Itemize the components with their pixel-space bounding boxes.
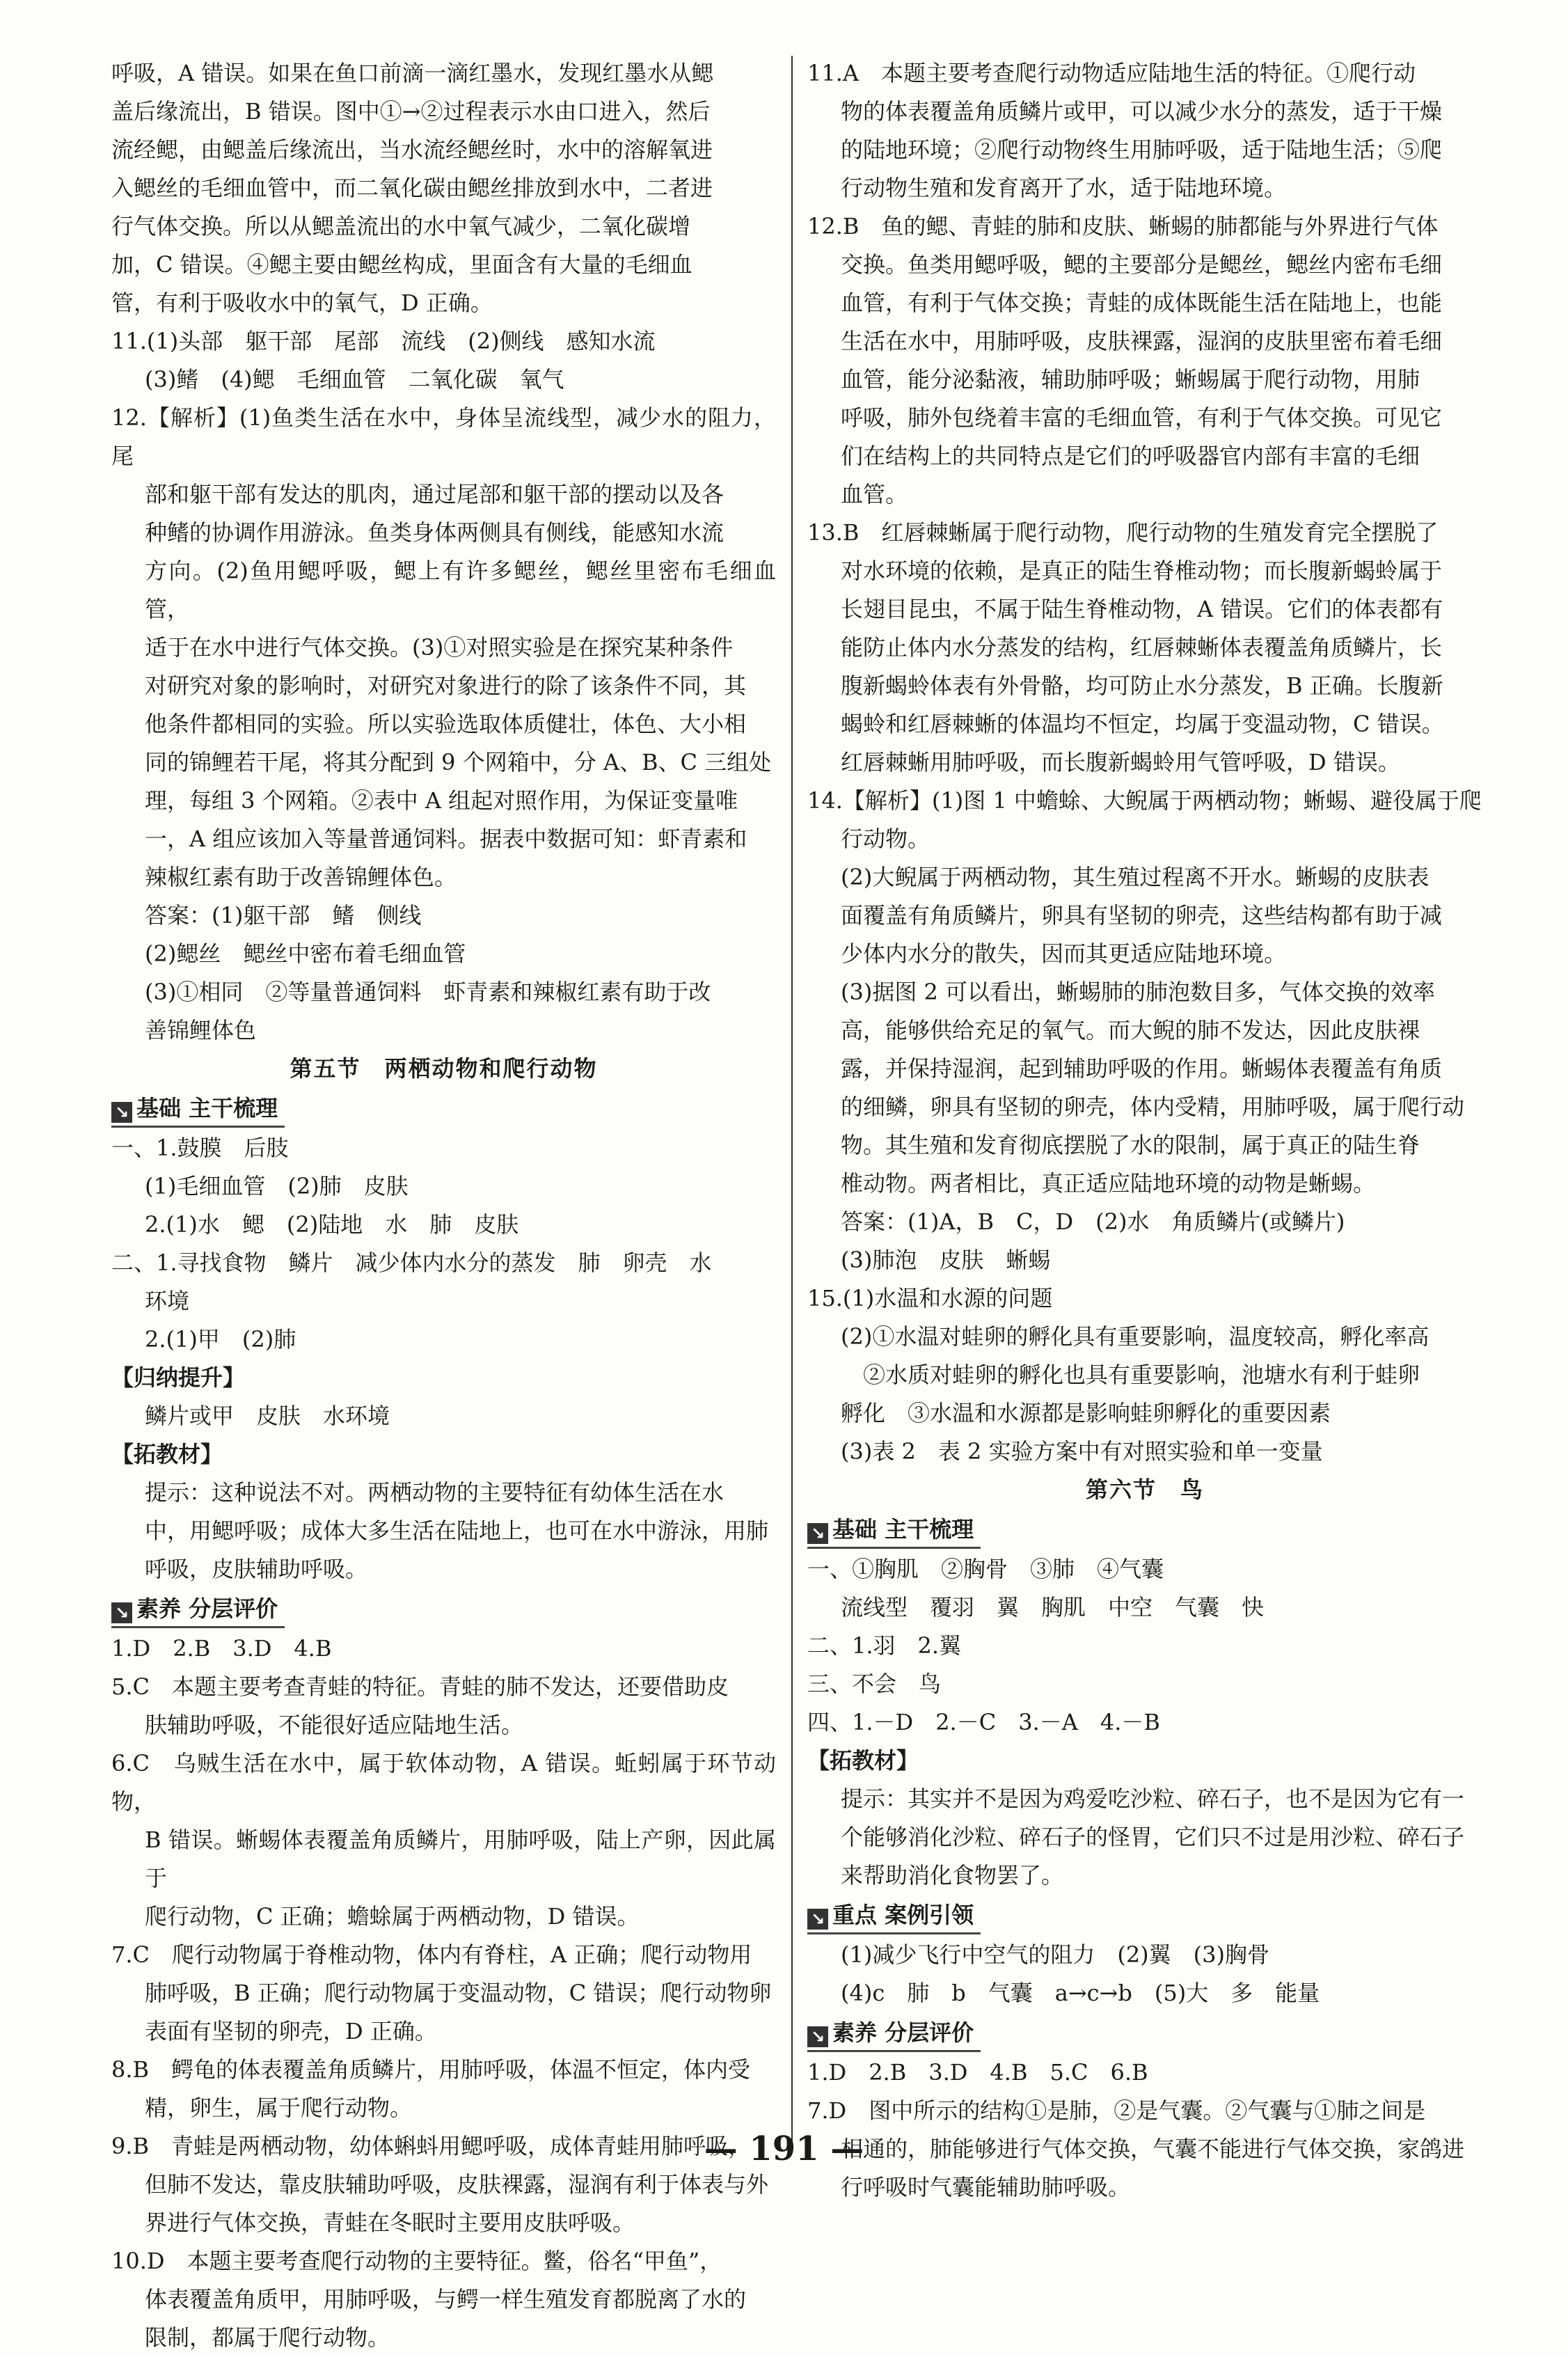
text-line: 1.D 2.B 3.D 4.B — [111, 1635, 332, 1662]
section-tag-label — [807, 2015, 981, 2052]
text-line: 提示：其实并不是因为鸡爱吃沙粒、碎石子，也不是因为它有一 — [841, 1786, 1465, 1812]
text-line: 行动物生殖和发育离开了水，适于陆地环境。 — [841, 175, 1287, 201]
text-line: 6.C 乌贼生活在水中，属于软体动物，A 错误。蚯蚓属于环节动物， — [111, 1750, 776, 1815]
tag-text: 素养 分层评价 — [136, 1595, 278, 1622]
subsection-label: 【拓教材】 — [807, 1747, 919, 1774]
text-line: 7.C 爬行动物属于脊椎动物，体内有脊柱，A 正确；爬行动物用 — [111, 1941, 752, 1968]
text-line: (1)毛细血管 (2)肺 皮肤 — [145, 1173, 409, 1199]
left-column — [111, 54, 776, 2357]
text-line: 5.C 本题主要考查青蛙的特征。青蛙的肺不发达，还要借助皮 — [111, 1673, 729, 1700]
column-divider — [791, 56, 793, 2144]
text-line: 流经鳃，由鳃盖后缘流出，当水流经鳃丝时，水中的溶解氧进 — [111, 136, 713, 163]
text-line: 方向。(2)鱼用鳃呼吸，鳃上有许多鳃丝，鳃丝里密布毛细血管， — [145, 558, 776, 622]
text-line: 个能够消化沙粒、碎石子的怪胃，它们只不过是用沙粒、碎石子 — [841, 1824, 1465, 1850]
text-line: (3)鳍 (4)鳃 毛细血管 二氧化碳 氧气 — [145, 366, 564, 393]
text-line: 物的体表覆盖角质鳞片或甲，可以减少水分的蒸发，适于干燥 — [841, 98, 1443, 125]
text-line: 答案：(1)A，B C，D (2)水 角质鳞片(或鳞片) — [841, 1208, 1345, 1235]
text-line: 长翅目昆虫，不属于陆生脊椎动物，A 错误。它们的体表都有 — [841, 596, 1443, 622]
page-number: — 191 — — [704, 2129, 864, 2168]
text-line: (2)大鲵属于两栖动物，其生殖过程离不开水。蜥蜴的皮肤表 — [841, 864, 1430, 890]
text-line: 他条件都相同的实验。所以实验选取体质健壮，体色、大小相 — [145, 711, 747, 737]
text-line: 一、①胸肌 ②胸骨 ③肺 ④气囊 — [807, 1556, 1164, 1582]
text-line: 10.D 本题主要考查爬行动物的主要特征。鳖，俗名“甲鱼”， — [111, 2248, 722, 2274]
text-line: 来帮助消化食物罢了。 — [841, 1862, 1064, 1889]
text-line: 提示：这种说法不对。两栖动物的主要特征有幼体生活在水 — [145, 1479, 724, 1506]
text-line: 肤辅助呼吸，不能很好适应陆地生活。 — [145, 1712, 524, 1738]
arrow-icon: ↘ — [111, 1102, 132, 1123]
text-line: 高，能够供给充足的氧气。而大鲵的肺不发达，因此皮肤裸 — [841, 1017, 1420, 1043]
text-line: 鳞片或甲 皮肤 水环境 — [145, 1403, 390, 1429]
text-line: 盖后缘流出，B 错误。图中①→②过程表示水由口进入，然后 — [111, 98, 711, 125]
text-line: 种鳍的协调作用游泳。鱼类身体两侧具有侧线，能感知水流 — [145, 519, 724, 546]
text-line: 行气体交换。所以从鳃盖流出的水中氧气减少，二氧化碳增 — [111, 213, 691, 239]
text-line: (4)c 肺 b 气囊 a→c→b (5)大 多 能量 — [841, 1980, 1320, 2006]
section-title: 第五节 两栖动物和爬行动物 — [290, 1055, 598, 1082]
text-line: 三、不会 鸟 — [807, 1671, 942, 1697]
arrow-icon: ↘ — [807, 2026, 828, 2047]
section-tag-label — [807, 1512, 981, 1549]
text-line: 物。其生殖和发育彻底摆脱了水的限制，属于真正的陆生脊 — [841, 1132, 1420, 1158]
arrow-icon: ↘ — [111, 1602, 132, 1623]
text-line: 的陆地环境；②爬行动物终生用肺呼吸，适于陆地生活；⑤爬 — [841, 136, 1443, 163]
text-line: 能防止体内水分蒸发的结构，红唇棘蜥体表覆盖角质鳞片，长 — [841, 634, 1443, 661]
arrow-icon: ↘ — [807, 1523, 828, 1544]
text-line: 们在结构上的共同特点是它们的呼吸器官内部有丰富的毛细 — [841, 443, 1420, 469]
text-line: 血管，能分泌黏液，辅助肺呼吸；蜥蜴属于爬行动物，用肺 — [841, 366, 1420, 393]
text-line: 行呼吸时气囊能辅助肺呼吸。 — [841, 2174, 1131, 2200]
text-line: 1.D 2.B 3.D 4.B 5.C 6.B — [807, 2059, 1148, 2086]
text-line: ②水质对蛙卵的孵化也具有重要影响，池塘水有利于蛙卵 — [841, 1362, 1420, 1388]
right-column — [807, 54, 1482, 2207]
text-line: 同的锦鲤若干尾，将其分配到 9 个网箱中，分 A、B、C 三组处 — [145, 749, 772, 775]
text-line: 二、1.羽 2.翼 — [807, 1632, 962, 1659]
subsection-label: 【归纳提升】 — [111, 1364, 246, 1391]
text-line: 椎动物。两者相比，真正适应陆地环境的动物是蜥蜴。 — [841, 1170, 1376, 1197]
text-line: 对研究对象的影响时，对研究对象进行的除了该条件不同，其 — [145, 672, 747, 699]
text-line: 生活在水中，用肺呼吸，皮肤裸露，湿润的皮肤里密布着毛细 — [841, 328, 1443, 354]
text-line: 部和躯干部有发达的肌肉，通过尾部和躯干部的摆动以及各 — [145, 481, 724, 507]
text-line: 但肺不发达，靠皮肤辅助呼吸，皮肤裸露，湿润有利于体表与外 — [145, 2171, 769, 2198]
text-line: 7.D 图中所示的结构①是肺，②是气囊。②气囊与①肺之间是 — [807, 2097, 1426, 2124]
text-line: 2.(1)甲 (2)肺 — [145, 1326, 296, 1353]
text-line: 少体内水分的散失，因而其更适应陆地环境。 — [841, 940, 1287, 967]
section-tag — [111, 1088, 776, 1129]
text-line: 12.【解析】(1)鱼类生活在水中，身体呈流线型，减少水的阻力，尾 — [111, 404, 776, 469]
text-line: 加，C 错误。④鳃主要由鳃丝构成，里面含有大量的毛细血 — [111, 251, 692, 278]
text-line: 红唇棘蜥用肺呼吸，而长腹新蝎蛉用气管呼吸，D 错误。 — [841, 749, 1400, 775]
text-line: 9.B 青蛙是两栖动物，幼体蝌蚪用鳃呼吸，成体青蛙用肺呼吸， — [111, 2133, 751, 2159]
arrow-icon: ↘ — [807, 1909, 828, 1930]
section-title: 第六节 鸟 — [1085, 1476, 1204, 1503]
text-line: 呼吸，肺外包绕着丰富的毛细血管，有利于气体交换。可见它 — [841, 404, 1443, 431]
tag-text: 基础 主干梳理 — [832, 1516, 974, 1543]
text-line: (2)鳃丝 鳃丝中密布着毛细血管 — [145, 940, 466, 967]
text-line: 露，并保持湿润，起到辅助呼吸的作用。蜥蜴体表覆盖有角质 — [841, 1055, 1443, 1082]
text-line: 呼吸，A 错误。如果在鱼口前滴一滴红墨水，发现红墨水从鳃 — [111, 60, 714, 86]
text-line: 15.(1)水温和水源的问题 — [807, 1285, 1053, 1311]
text-line: 相通的，肺能够进行气体交换，气囊不能进行气体交换，家鸽进 — [841, 2136, 1465, 2162]
text-line: 8.B 鳄龟的体表覆盖角质鳞片，用肺呼吸，体温不恒定，体内受 — [111, 2056, 751, 2083]
text-line: 孵化 ③水温和水源都是影响蛙卵孵化的重要因素 — [841, 1400, 1331, 1426]
text-line: 腹新蝎蛉体表有外骨骼，均可防止水分蒸发，B 正确。长腹新 — [841, 672, 1443, 699]
tag-text: 素养 分层评价 — [832, 2019, 974, 2046]
text-line: 适于在水中进行气体交换。(3)①对照实验是在探究某种条件 — [145, 634, 734, 661]
text-line: 14.【解析】(1)图 1 中蟾蜍、大鲵属于两栖动物；蜥蜴、避役属于爬 — [807, 787, 1482, 814]
text-line: 一、1.鼓膜 后肢 — [111, 1135, 289, 1161]
text-line: 入鳃丝的毛细血管中，而二氧化碳由鳃丝排放到水中，二者进 — [111, 175, 713, 201]
text-line: 辣椒红素有助于改善锦鲤体色。 — [145, 864, 457, 890]
text-line: 肺呼吸，B 正确；爬行动物属于变温动物，C 错误；爬行动物卵 — [145, 1980, 772, 2006]
text-line: 13.B 红唇棘蜥属于爬行动物，爬行动物的生殖发育完全摆脱了 — [807, 519, 1439, 546]
text-line: (3)肺泡 皮肤 蜥蜴 — [841, 1247, 1051, 1273]
text-line: 对水环境的依赖，是真正的陆生脊椎动物；而长腹新蝎蛉属于 — [841, 558, 1443, 584]
text-line: 12.B 鱼的鳃、青蛙的肺和皮肤、蜥蜴的肺都能与外界进行气体 — [807, 213, 1439, 239]
tag-text: 重点 案例引领 — [832, 1902, 974, 1928]
text-line: 面覆盖有角质鳞片，卵具有坚韧的卵壳，这些结构都有助于减 — [841, 902, 1443, 929]
text-line: 的细鳞，卵具有坚韧的卵壳，体内受精，用肺呼吸，属于爬行动 — [841, 1094, 1465, 1120]
section-tag-label — [111, 1091, 285, 1128]
text-line: 爬行动物，C 正确；蟾蜍属于两栖动物，D 错误。 — [145, 1903, 640, 1930]
text-line: 行动物。 — [841, 826, 930, 852]
section-tag-label — [111, 1591, 285, 1628]
text-line: 答案：(1)躯干部 鳍 侧线 — [145, 902, 422, 929]
text-line: (1)减少飞行中空气的阻力 (2)翼 (3)胸骨 — [841, 1941, 1269, 1968]
tag-text: 基础 主干梳理 — [136, 1095, 278, 1121]
section-tag — [807, 2012, 1482, 2053]
text-line: 界进行气体交换，青蛙在冬眠时主要用皮肤呼吸。 — [145, 2209, 635, 2236]
text-line: 流线型 覆羽 翼 胸肌 中空 气囊 快 — [841, 1594, 1265, 1621]
text-line: 环境 — [145, 1288, 190, 1314]
text-line: 体表覆盖角质甲，用肺呼吸，与鳄一样生殖发育都脱离了水的 — [145, 2286, 747, 2312]
text-line: 中，用鳃呼吸；成体大多生活在陆地上，也可在水中游泳，用肺 — [145, 1518, 769, 1544]
section-tag — [111, 1589, 776, 1630]
text-line: 11.(1)头部 躯干部 尾部 流线 (2)侧线 感知水流 — [111, 328, 656, 354]
text-line: (3)据图 2 可以看出，蜥蜴肺的肺泡数目多，气体交换的效率 — [841, 979, 1436, 1005]
section-tag — [807, 1509, 1482, 1550]
text-line: 四、1.－D 2.－C 3.－A 4.－B — [807, 1709, 1160, 1735]
text-line: 表面有坚韧的卵壳，D 正确。 — [145, 2018, 437, 2044]
text-line: 精，卵生，属于爬行动物。 — [145, 2095, 413, 2121]
text-line: 血管，有利于气体交换；青蛙的成体既能生活在陆地上，也能 — [841, 290, 1443, 316]
section-tag-label — [807, 1898, 981, 1934]
text-line: 2.(1)水 鳃 (2)陆地 水 肺 皮肤 — [145, 1211, 519, 1238]
text-line: (3)①相同 ②等量普通饲料 虾青素和辣椒红素有助于改 — [145, 979, 711, 1005]
subsection-label: 【拓教材】 — [111, 1441, 223, 1467]
text-line: 管，有利于吸收水中的氧气，D 正确。 — [111, 290, 493, 316]
text-line: 善锦鲤体色 — [145, 1017, 257, 1043]
text-line: 二、1.寻找食物 鳞片 减少体内水分的蒸发 肺 卵壳 水 — [111, 1250, 712, 1276]
text-line: 理，每组 3 个网箱。②表中 A 组起对照作用，为保证变量唯 — [145, 787, 738, 814]
text-line: (2)①水温对蛙卵的孵化具有重要影响，温度较高，孵化率高 — [841, 1323, 1430, 1350]
text-line: 呼吸，皮肤辅助呼吸。 — [145, 1556, 368, 1582]
text-line: 11.A 本题主要考查爬行动物适应陆地生活的特征。①爬行动 — [807, 60, 1416, 86]
text-line: 交换。鱼类用鳃呼吸，鳃的主要部分是鳃丝，鳃丝内密布毛细 — [841, 251, 1443, 278]
text-line: 蝎蛉和红唇棘蜥的体温均不恒定，均属于变温动物，C 错误。 — [841, 711, 1444, 737]
text-line: (3)表 2 表 2 实验方案中有对照实验和单一变量 — [841, 1438, 1323, 1465]
text-line: 血管。 — [841, 481, 908, 507]
text-line: 一，A 组应该加入等量普通饲料。据表中数据可知：虾青素和 — [145, 826, 747, 852]
text-line: 限制，都属于爬行动物。 — [145, 2324, 390, 2351]
text-line: B 错误。蜥蜴体表覆盖角质鳞片，用肺呼吸，陆上产卵，因此属于 — [145, 1827, 776, 1891]
section-tag — [807, 1895, 1482, 1936]
